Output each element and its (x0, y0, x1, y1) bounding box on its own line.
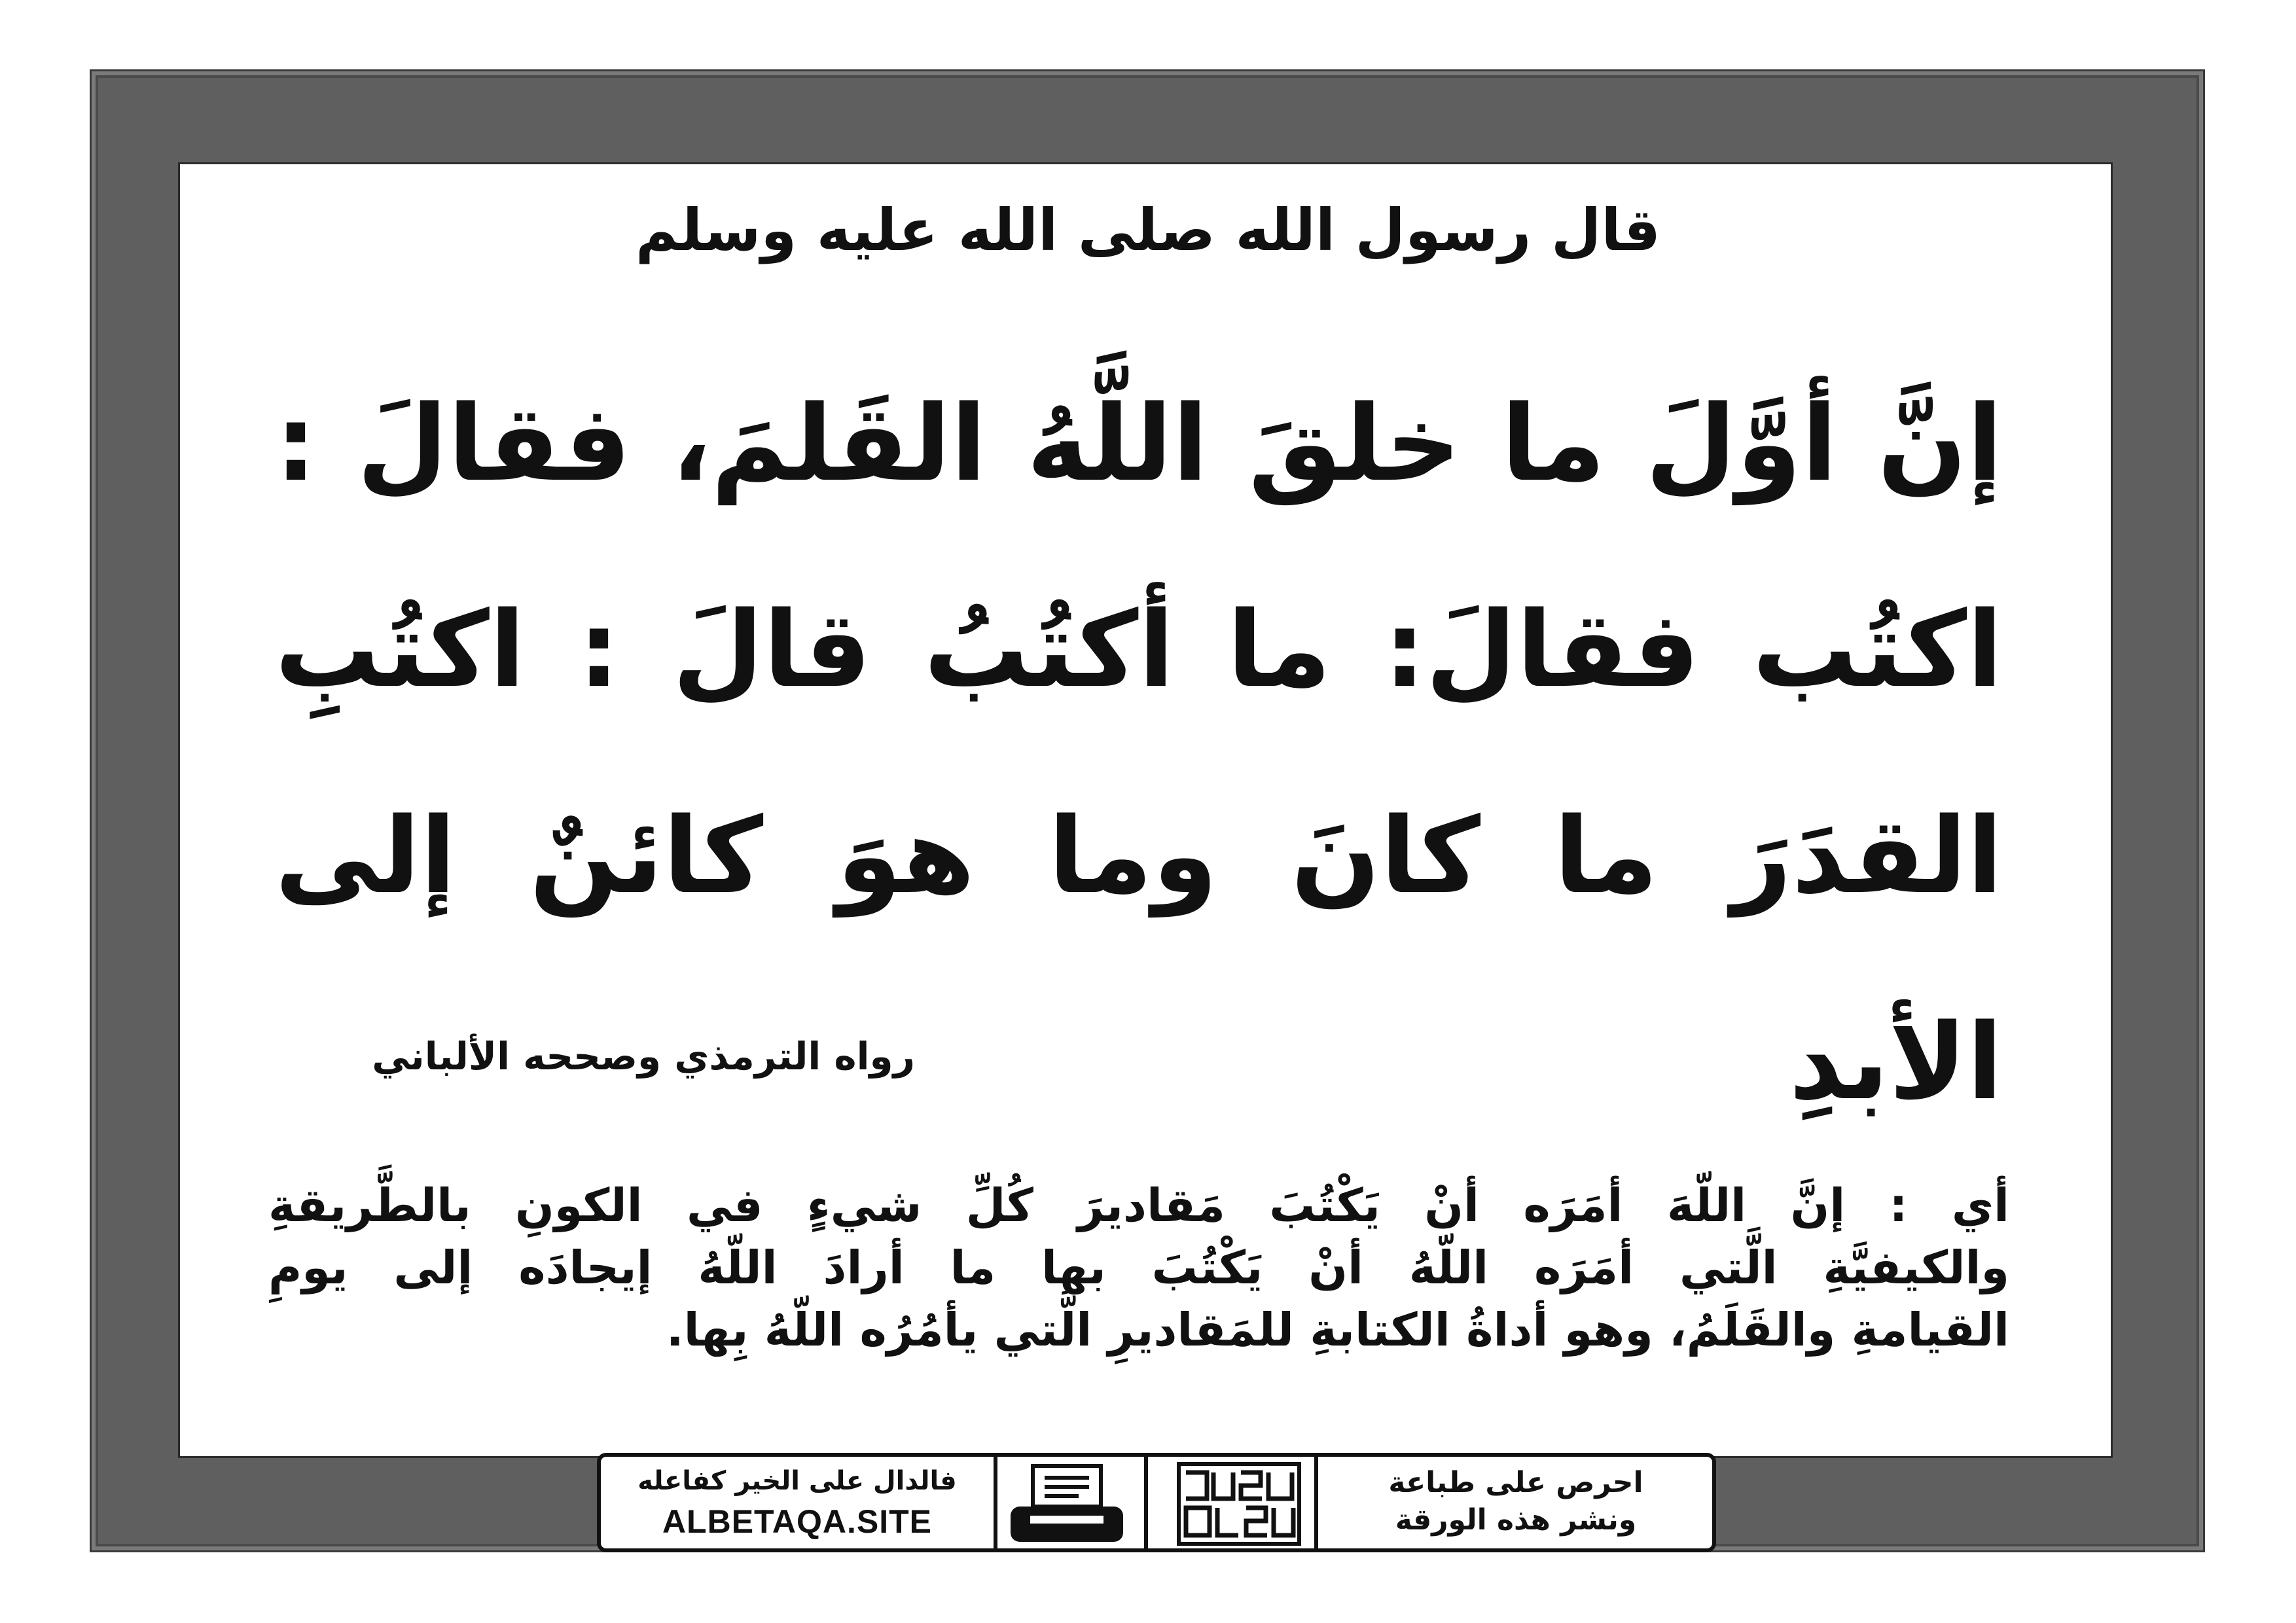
footer-site-block (601, 1457, 994, 1548)
footer-print-note (1319, 1457, 1712, 1548)
footer-divider (994, 1457, 997, 1548)
intro-heading: قال رسول الله صلى الله عليه وسلم (635, 196, 1661, 264)
footer-divider (1144, 1457, 1148, 1548)
footer-motto: فالدال على الخير كفاعله (637, 1466, 957, 1496)
hadith-line: القدَرَ ما كانَ وما هوَ كائنٌ إلى الأبدِ (275, 794, 2003, 1123)
footer-note-line: احرص على طباعة (1388, 1466, 1643, 1499)
footer-site-link[interactable]: ALBETAQA.SITE (662, 1503, 933, 1540)
explanation-line: والكيفيَّةِ الَّتي أمَرَه اللّهُ أنْ يَكْتُبَ بها ما أرادَ اللّهُ إيجادَه إلى يومِ (268, 1241, 2009, 1294)
hadith-line: اكتُب فقالَ: ما أكتُبُ قالَ : اكتُبِ (275, 588, 2003, 711)
hadith-source: رواه الترمذي وصححه الألباني (372, 1034, 915, 1079)
explanation-line: أي : إنَّ اللّهَ أمَرَه أنْ يَكْتُبَ مَقاديرَ كُلِّ شيءٍ في الكونِ بالطَّريقةِ (268, 1179, 2009, 1232)
printer-icon (1001, 1463, 1132, 1545)
footer-note-line: ونشر هذه الورقة (1395, 1503, 1637, 1537)
explanation-text (268, 1175, 2009, 1361)
explanation-line: القيامةِ والقَلَمُ، وهو أداةُ الكتابةِ للمَقاديرِ الَّتي يأمُرُه اللّهُ بِها. (666, 1303, 2009, 1357)
footer-divider (1314, 1457, 1318, 1548)
footer-banner (597, 1453, 1716, 1552)
dawah-logo (1177, 1462, 1301, 1546)
logo-glyph (1181, 1466, 1297, 1542)
hadith-line: إنَّ أوَّلَ ما خلقَ اللَّهُ القَلمَ، فقالَ : (275, 382, 2003, 505)
